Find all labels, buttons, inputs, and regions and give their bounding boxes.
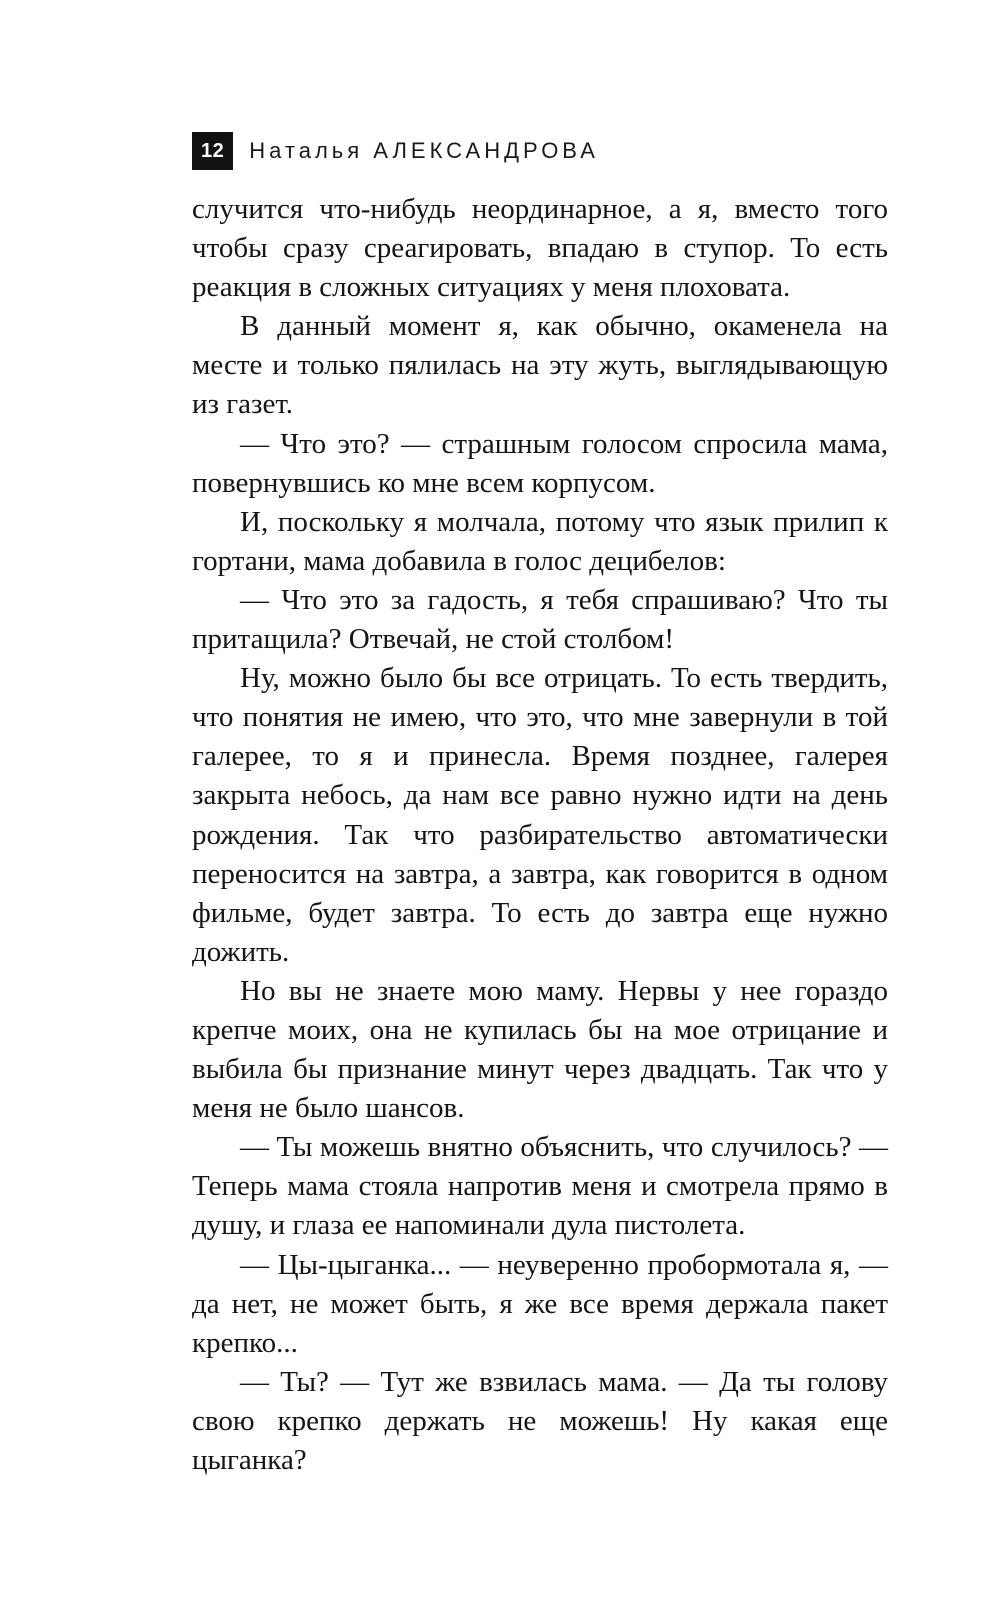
paragraph-6: Ну, можно было бы все отрицать. То есть твердить, что понятия не имею, что это, что мне завернули в той галерее, то я и принесла. Время позднее, галерея закрыта небось, да нам все равно нужно идти на день рождения. Так что разбирательство автоматически переносится на завтра, а завтра, как говорится в одном фильме, будет завтра. То есть до завтра еще нужно дожить. bbox=[192, 662, 888, 968]
paragraph-3: — Что это? — страшным голосом спросила мама, повернувшись ко мне всем корпусом. bbox=[192, 427, 888, 499]
author-name bbox=[249, 138, 599, 164]
paragraph-10: — Ты? — Тут же взвилась мама. — Да ты голову свою крепко держать не можешь! Ну какая еще цыганка? bbox=[192, 1365, 888, 1476]
author-first-name: Наталья bbox=[249, 138, 364, 163]
paragraph-7: Но вы не знаете мою маму. Нервы у нее гораздо крепче моих, она не купилась бы на мое отрицание и выбила бы признание минут через двадцать. Так что у меня не было шансов. bbox=[192, 974, 888, 1125]
running-head bbox=[192, 132, 599, 170]
body-text bbox=[192, 190, 888, 1480]
paragraph-5: — Что это за гадость, я тебя спрашиваю? Что ты притащила? Отвечай, не стой столбом! bbox=[192, 583, 888, 656]
paragraph-1: случится что-нибудь неординарное, а я, вместо того чтобы сразу среагировать, впадаю в ступор. То есть реакция в сложных ситуациях у меня плоховата. bbox=[192, 193, 888, 304]
author-last-name: АЛЕКСАНДРОВА bbox=[373, 138, 599, 163]
page-number: 12 bbox=[192, 132, 233, 170]
paragraph-8: — Ты можешь внятно объяснить, что случилось? — Теперь мама стояла напротив меня и смотрела прямо в душу, и глаза ее напоминали дула пистолета. bbox=[192, 1131, 888, 1242]
paragraph-9: — Цы-цыганка... — неуверенно пробормотала я, — да нет, не может быть, я же все время держала пакет крепко... bbox=[192, 1248, 888, 1359]
paragraph-4: И, поскольку я молчала, потому что язык прилип к гортани, мама добавила в голос децибелов: bbox=[192, 505, 888, 577]
paragraph-2: В данный момент я, как обычно, окаменела на месте и только пялилась на эту жуть, выглядывающую из газет. bbox=[192, 310, 888, 421]
